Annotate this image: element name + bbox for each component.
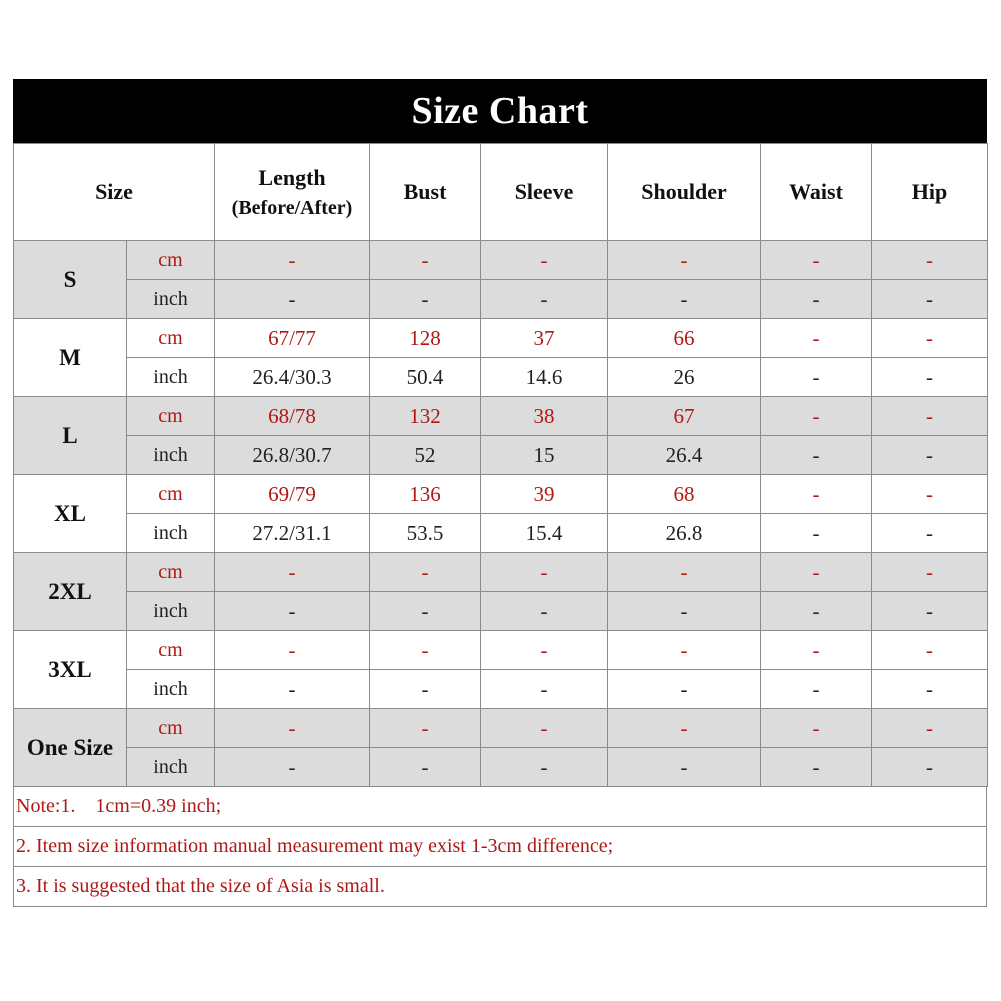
unit-label: cm <box>127 631 215 670</box>
cell-hip: - <box>872 748 988 787</box>
cell-sleeve: 15.4 <box>481 514 608 553</box>
cell-sleeve: 37 <box>481 319 608 358</box>
cell-shoulder: - <box>608 670 761 709</box>
table-row <box>14 397 988 436</box>
cell-hip: - <box>872 709 988 748</box>
cell-shoulder: 26.8 <box>608 514 761 553</box>
cell-length: - <box>215 748 370 787</box>
cell-shoulder: - <box>608 709 761 748</box>
cell-hip: - <box>872 319 988 358</box>
cell-length: - <box>215 592 370 631</box>
unit-label: cm <box>127 319 215 358</box>
table-row <box>14 553 988 592</box>
cell-shoulder: 26.4 <box>608 436 761 475</box>
cell-shoulder: 26 <box>608 358 761 397</box>
header-hip: Hip <box>872 144 988 241</box>
cell-length: - <box>215 670 370 709</box>
cell-shoulder: 66 <box>608 319 761 358</box>
cell-sleeve: - <box>481 553 608 592</box>
cell-length: - <box>215 241 370 280</box>
cell-hip: - <box>872 358 988 397</box>
size-label: 2XL <box>14 553 127 631</box>
cell-length: 26.4/30.3 <box>215 358 370 397</box>
size-chart <box>13 79 987 907</box>
header-waist: Waist <box>761 144 872 241</box>
size-table <box>13 143 988 787</box>
cell-waist: - <box>761 631 872 670</box>
cell-sleeve: 14.6 <box>481 358 608 397</box>
cell-bust: 50.4 <box>370 358 481 397</box>
cell-shoulder: - <box>608 553 761 592</box>
cell-waist: - <box>761 241 872 280</box>
table-row <box>14 748 988 787</box>
cell-hip: - <box>872 670 988 709</box>
cell-length: 27.2/31.1 <box>215 514 370 553</box>
cell-length: - <box>215 709 370 748</box>
note-3: 3. It is suggested that the size of Asia is small. <box>13 867 987 907</box>
cell-sleeve: 39 <box>481 475 608 514</box>
cell-length: - <box>215 631 370 670</box>
table-row <box>14 436 988 475</box>
header-shoulder: Shoulder <box>608 144 761 241</box>
cell-bust: - <box>370 748 481 787</box>
cell-shoulder: - <box>608 241 761 280</box>
table-row <box>14 592 988 631</box>
cell-sleeve: - <box>481 592 608 631</box>
cell-hip: - <box>872 241 988 280</box>
table-row <box>14 631 988 670</box>
cell-hip: - <box>872 553 988 592</box>
cell-length: 69/79 <box>215 475 370 514</box>
cell-waist: - <box>761 709 872 748</box>
cell-bust: - <box>370 553 481 592</box>
notes <box>13 787 987 907</box>
chart-title: Size Chart <box>13 79 987 143</box>
table-row <box>14 358 988 397</box>
note-2: 2. Item size information manual measurement may exist 1-3cm difference; <box>13 827 987 867</box>
cell-hip: - <box>872 592 988 631</box>
size-label: XL <box>14 475 127 553</box>
cell-waist: - <box>761 748 872 787</box>
table-row <box>14 709 988 748</box>
cell-sleeve: - <box>481 241 608 280</box>
size-label: L <box>14 397 127 475</box>
cell-sleeve: - <box>481 631 608 670</box>
cell-waist: - <box>761 514 872 553</box>
size-table-body <box>14 241 988 787</box>
cell-shoulder: - <box>608 592 761 631</box>
cell-bust: - <box>370 709 481 748</box>
header-length <box>215 144 370 241</box>
unit-label: inch <box>127 358 215 397</box>
cell-shoulder: 67 <box>608 397 761 436</box>
cell-bust: - <box>370 631 481 670</box>
cell-bust: - <box>370 241 481 280</box>
cell-length: 26.8/30.7 <box>215 436 370 475</box>
cell-waist: - <box>761 319 872 358</box>
cell-waist: - <box>761 553 872 592</box>
cell-shoulder: - <box>608 748 761 787</box>
cell-waist: - <box>761 436 872 475</box>
unit-label: cm <box>127 553 215 592</box>
cell-waist: - <box>761 592 872 631</box>
cell-bust: 128 <box>370 319 481 358</box>
unit-label: inch <box>127 670 215 709</box>
header-sleeve: Sleeve <box>481 144 608 241</box>
table-row <box>14 241 988 280</box>
size-label: M <box>14 319 127 397</box>
table-row <box>14 475 988 514</box>
unit-label: inch <box>127 436 215 475</box>
cell-waist: - <box>761 670 872 709</box>
unit-label: inch <box>127 280 215 319</box>
cell-bust: 52 <box>370 436 481 475</box>
unit-label: inch <box>127 592 215 631</box>
cell-sleeve: 38 <box>481 397 608 436</box>
cell-waist: - <box>761 397 872 436</box>
cell-hip: - <box>872 280 988 319</box>
header-row <box>14 144 988 241</box>
cell-hip: - <box>872 514 988 553</box>
table-row <box>14 280 988 319</box>
header-bust: Bust <box>370 144 481 241</box>
cell-waist: - <box>761 280 872 319</box>
size-label: 3XL <box>14 631 127 709</box>
unit-label: cm <box>127 709 215 748</box>
cell-length: 68/78 <box>215 397 370 436</box>
cell-length: 67/77 <box>215 319 370 358</box>
cell-hip: - <box>872 397 988 436</box>
cell-bust: - <box>370 592 481 631</box>
note-1: Note:1. 1cm=0.39 inch; <box>13 787 987 827</box>
cell-hip: - <box>872 631 988 670</box>
cell-waist: - <box>761 475 872 514</box>
cell-shoulder: 68 <box>608 475 761 514</box>
cell-sleeve: - <box>481 280 608 319</box>
cell-bust: 53.5 <box>370 514 481 553</box>
cell-shoulder: - <box>608 631 761 670</box>
table-row <box>14 670 988 709</box>
cell-sleeve: - <box>481 748 608 787</box>
unit-label: cm <box>127 241 215 280</box>
header-length-label: Length <box>258 164 326 190</box>
cell-waist: - <box>761 358 872 397</box>
cell-bust: 136 <box>370 475 481 514</box>
cell-sleeve: 15 <box>481 436 608 475</box>
cell-hip: - <box>872 475 988 514</box>
cell-length: - <box>215 280 370 319</box>
cell-sleeve: - <box>481 670 608 709</box>
cell-hip: - <box>872 436 988 475</box>
header-length-sub: (Before/After) <box>231 196 353 219</box>
cell-length: - <box>215 553 370 592</box>
size-label: One Size <box>14 709 127 787</box>
cell-bust: 132 <box>370 397 481 436</box>
unit-label: inch <box>127 748 215 787</box>
table-row <box>14 514 988 553</box>
unit-label: cm <box>127 475 215 514</box>
cell-shoulder: - <box>608 280 761 319</box>
header-size: Size <box>14 144 215 241</box>
cell-bust: - <box>370 280 481 319</box>
unit-label: inch <box>127 514 215 553</box>
cell-bust: - <box>370 670 481 709</box>
unit-label: cm <box>127 397 215 436</box>
cell-sleeve: - <box>481 709 608 748</box>
table-row <box>14 319 988 358</box>
size-label: S <box>14 241 127 319</box>
